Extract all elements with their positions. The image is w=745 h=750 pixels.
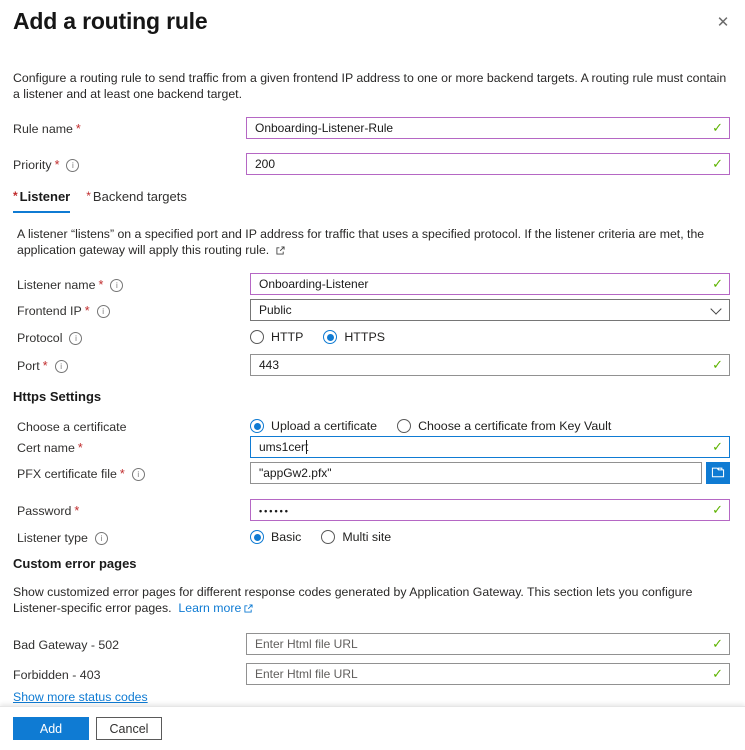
forbidden-label: Forbidden - 403 — [13, 668, 101, 682]
listener-type-row — [13, 526, 730, 545]
frontend-ip-row — [13, 299, 730, 321]
custom-error-pages-text: Show customized error pages for different response codes generated by Application Gateway. This section lets you configure Listener-specific error pages. Learn more — [13, 585, 693, 615]
protocol-row — [13, 326, 730, 345]
required-asterisk: * — [119, 467, 125, 481]
tab-listener[interactable]: * Listener — [13, 189, 70, 213]
valid-check-icon: ✓ — [712, 357, 723, 372]
close-icon: ✕ — [716, 14, 730, 31]
listener-name-row — [13, 273, 730, 295]
radio-selected-icon — [250, 530, 264, 544]
required-asterisk: * — [77, 441, 83, 455]
listener-name-label: Listener name * i — [13, 273, 250, 292]
cancel-button[interactable]: Cancel — [96, 717, 162, 740]
required-asterisk: * — [84, 304, 90, 318]
radio-https[interactable]: HTTPS — [323, 330, 385, 344]
folder-icon — [711, 466, 725, 481]
required-asterisk: * — [13, 189, 18, 203]
radio-upload-certificate[interactable]: Upload a certificate — [250, 419, 377, 433]
listener-type-label: Listener type i — [13, 526, 250, 545]
priority-input[interactable] — [246, 153, 730, 175]
cert-name-input[interactable] — [250, 436, 730, 458]
valid-check-icon: ✓ — [712, 439, 723, 454]
forbidden-input[interactable] — [246, 663, 730, 685]
custom-error-pages-heading: Custom error pages — [13, 556, 137, 571]
rule-name-input[interactable] — [246, 117, 730, 139]
info-icon[interactable]: i — [97, 305, 110, 318]
intro-text: Configure a routing rule to send traffic from a given frontend IP address to one or more backend targets. A routing rule must contain a listener and at least one backend target. — [13, 71, 727, 101]
priority-label: Priority * i — [13, 153, 246, 172]
info-icon[interactable]: i — [95, 532, 108, 545]
radio-icon — [321, 530, 335, 544]
browse-file-button[interactable] — [706, 462, 730, 484]
required-asterisk: * — [54, 158, 60, 172]
external-link-icon — [244, 602, 253, 616]
text-cursor — [306, 440, 307, 454]
pfx-file-label: PFX certificate file * i — [13, 462, 250, 481]
required-asterisk: * — [74, 504, 80, 518]
radio-keyvault-certificate[interactable]: Choose a certificate from Key Vault — [397, 419, 611, 433]
frontend-ip-select[interactable]: Public — [250, 299, 730, 321]
radio-multi-site[interactable]: Multi site — [321, 530, 391, 544]
bad-gateway-label: Bad Gateway - 502 — [13, 638, 120, 652]
valid-check-icon: ✓ — [712, 156, 723, 171]
password-label: Password * — [17, 504, 80, 518]
pfx-file-input[interactable] — [250, 462, 702, 484]
cert-name-row — [13, 436, 730, 458]
radio-http[interactable]: HTTP — [250, 330, 303, 344]
required-asterisk: * — [98, 278, 104, 292]
valid-check-icon: ✓ — [712, 502, 723, 517]
add-button[interactable]: Add — [13, 717, 89, 740]
password-input[interactable] — [250, 499, 730, 521]
certificate-radio-group — [250, 415, 730, 433]
learn-more-link[interactable]: Learn more — [178, 601, 253, 615]
protocol-label: Protocol i — [13, 326, 250, 345]
valid-check-icon: ✓ — [712, 276, 723, 291]
cert-name-label: Cert name * — [17, 441, 83, 455]
valid-check-icon: ✓ — [712, 666, 723, 681]
tab-bar — [13, 189, 730, 213]
bad-gateway-row — [13, 633, 730, 655]
radio-icon — [250, 330, 264, 344]
pfx-file-row — [13, 462, 730, 484]
listener-type-radio-group — [250, 526, 730, 544]
protocol-radio-group — [250, 326, 730, 344]
choose-certificate-row — [13, 415, 730, 434]
radio-basic[interactable]: Basic — [250, 530, 301, 544]
radio-selected-icon — [250, 419, 264, 433]
choose-certificate-label: Choose a certificate — [17, 420, 127, 434]
required-asterisk: * — [86, 189, 91, 203]
radio-selected-icon — [323, 330, 337, 344]
rule-name-label: Rule name * — [13, 122, 81, 136]
port-label: Port * i — [13, 354, 250, 373]
dialog-footer — [0, 706, 745, 750]
priority-row — [13, 153, 730, 175]
info-icon[interactable]: i — [55, 360, 68, 373]
bad-gateway-input[interactable] — [246, 633, 730, 655]
info-icon[interactable]: i — [66, 159, 79, 172]
info-icon[interactable]: i — [132, 468, 145, 481]
forbidden-row — [13, 663, 730, 685]
required-asterisk: * — [75, 122, 81, 136]
dialog-header — [0, 0, 745, 35]
page-title: Add a routing rule — [13, 8, 208, 34]
listener-name-input[interactable] — [250, 273, 730, 295]
tab-backend-targets[interactable]: * Backend targets — [86, 189, 187, 204]
valid-check-icon: ✓ — [712, 120, 723, 135]
required-asterisk: * — [42, 359, 48, 373]
port-input[interactable] — [250, 354, 730, 376]
external-link-icon — [276, 244, 285, 258]
info-icon[interactable]: i — [110, 279, 123, 292]
listener-intro-text: A listener “listens” on a specified port and IP address for traffic that uses a specified protocol. If the listener criteria are met, the application gateway will apply this routing rule. — [17, 227, 705, 257]
port-row — [13, 354, 730, 376]
password-row — [13, 499, 730, 521]
valid-check-icon: ✓ — [712, 636, 723, 651]
close-button[interactable] — [713, 12, 733, 32]
show-more-status-codes-link[interactable]: Show more status codes — [13, 690, 148, 704]
frontend-ip-label: Frontend IP * i — [13, 299, 250, 318]
radio-icon — [397, 419, 411, 433]
info-icon[interactable]: i — [69, 332, 82, 345]
rule-name-row — [13, 117, 730, 139]
https-settings-heading: Https Settings — [13, 389, 102, 404]
